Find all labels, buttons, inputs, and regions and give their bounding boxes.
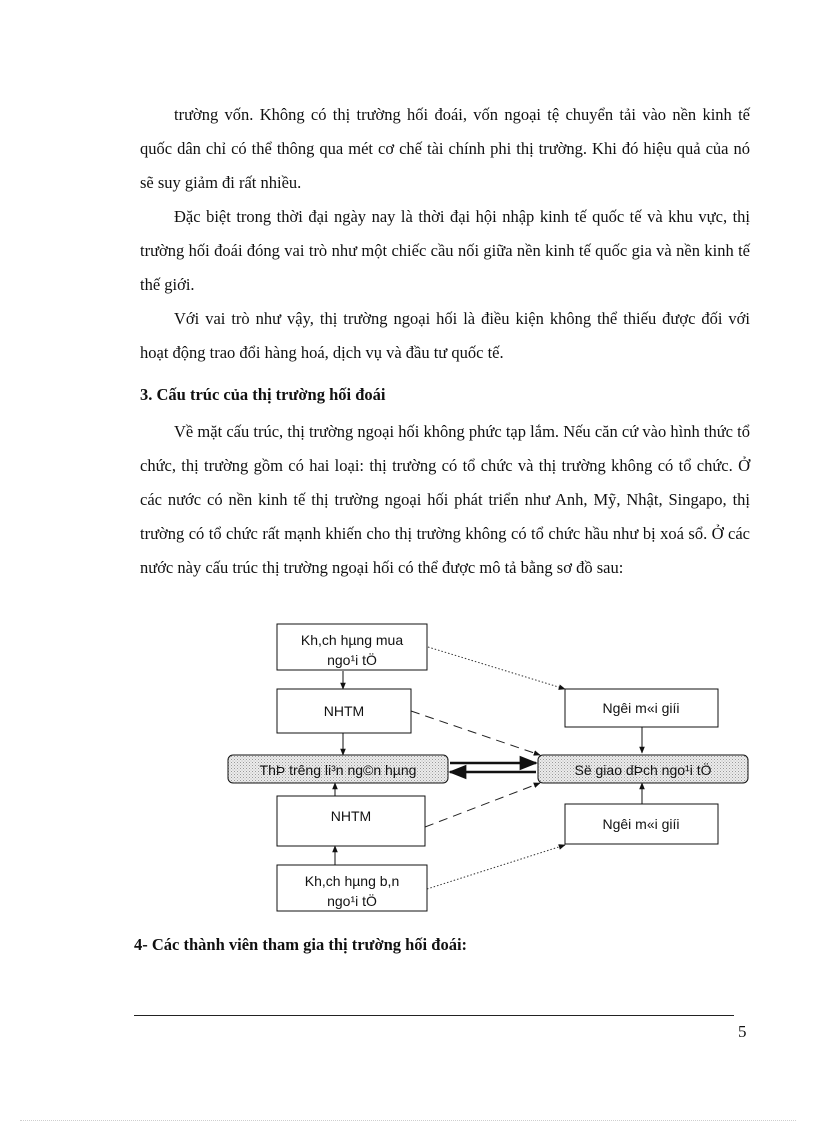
section-4-heading: 4- Các thành viên tham gia thị trường hối đoái:	[134, 935, 468, 954]
interbank-label: ThÞ trêng li³n ng©n hµng	[259, 762, 417, 778]
dashed-arrow-nhtm-to-exchange	[411, 711, 540, 755]
nhtm-bottom-label: NHTM	[330, 808, 372, 824]
broker-bottom-label: Ngêi m«i giíi	[602, 816, 680, 832]
paragraph-3: Với vai trò như vậy, thị trường ngoại hối là điều kiện không thể thiếu được đối với hoạt động trao đổi hàng hoá, dịch vụ và đầu tư quốc tế.	[140, 309, 750, 362]
node-fx-exchange	[538, 755, 748, 783]
page-number: 5	[738, 1022, 747, 1041]
dashed-arrow-nhtm2-to-exchange	[425, 783, 540, 827]
node-interbank-market	[228, 755, 448, 783]
node-nhtm-top	[277, 689, 411, 733]
buyer-label-line2: ngo¹i tÖ	[327, 652, 377, 668]
seller-label-line1: Kh,ch hµng b,n	[304, 873, 400, 889]
footer-divider	[134, 1015, 734, 1016]
buyer-label-line1: Kh,ch hµng mua	[300, 632, 404, 648]
broker-top-label: Ngêi m«i giíi	[602, 700, 680, 716]
nhtm-top-label: NHTM	[323, 703, 365, 719]
dotted-arrow-buyer-to-broker	[428, 647, 565, 689]
node-seller-customers	[277, 865, 427, 911]
exchange-label: Së giao dÞch ngo¹i tÖ	[574, 762, 712, 778]
node-nhtm-bottom	[277, 796, 425, 846]
paragraph-1: trường vốn. Không có thị trường hối đoái, vốn ngoại tệ chuyển tải vào nền kinh tế quốc dân chỉ có thể thông qua mét cơ chế tài chính phi thị trường. Khi đó hiệu quả của nó sẽ suy giảm đi rất nhiều.	[140, 105, 750, 192]
dotted-arrow-seller-to-broker	[427, 845, 565, 889]
paragraph-2: Đặc biệt trong thời đại ngày nay là thời đại hội nhập kinh tế quốc tế và khu vực, thị trường hối đoái đóng vai trò như một chiếc cầu nối giữa nền kinh tế quốc gia và nền kinh tế thế giới.	[140, 207, 750, 294]
section-3-heading: 3. Cấu trúc của thị trường hối đoái	[140, 385, 386, 404]
paragraph-4: Về mặt cấu trúc, thị trường ngoại hối không phức tạp lắm. Nếu căn cứ vào hình thức tổ chức, thị trường gồm có hai loại: thị trường có tổ chức và thị trường không có tổ chức. Ở các nước có nền kinh tế thị trường ngoại hối phát triển như Anh, Mỹ, Nhật, Singapo, thị trường có tổ chức rất mạnh khiến cho thị trường không có tổ chức hầu như bị xoá sổ. Ở các nước này cấu trúc thị trường ngoại hối có thể được mô tả bằng sơ đồ sau:	[140, 422, 750, 577]
node-buyer-customers	[277, 624, 427, 670]
node-broker-bottom	[565, 804, 718, 844]
seller-label-line2: ngo¹i tÖ	[327, 893, 377, 909]
node-broker-top	[565, 689, 718, 727]
page-bottom-edge	[20, 1120, 796, 1121]
